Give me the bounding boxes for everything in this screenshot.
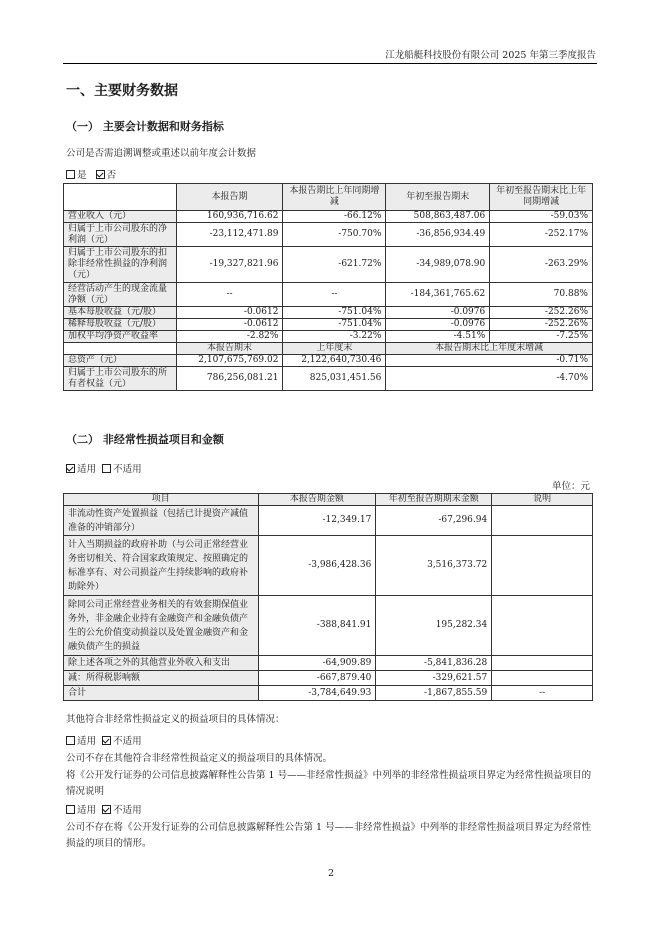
explain-options [66,802,142,816]
cell: -0.0976 [386,319,490,331]
cell: 160,936,716.62 [176,211,283,223]
cell: -1,867,855.59 [376,686,492,701]
cell: -4.51% [386,331,490,343]
row-label: 减：所得税影响额 [64,671,259,686]
column-header: 年初至报告期末比上年同期增减 [490,184,593,211]
financial-data-table [63,183,593,391]
section-title: 一、主要财务数据 [66,83,178,99]
cell: -0.71% [386,355,593,367]
column-header: 项目 [64,494,259,506]
cell: -3.22% [283,331,386,343]
subsection-title-1: （一） 主要会计数据和财务指标 [66,120,224,133]
row-label: 合计 [64,686,259,701]
column-header: 本报告期末比上年度末增减 [386,343,593,355]
cell: -34,989,078.90 [386,247,490,283]
table-row [64,686,593,701]
row-label: 加权平均净资产收益率 [64,331,177,343]
row-label: 除上述各项之外的其他营业外收入和支出 [64,656,259,671]
column-header: 年初至报告期末 [386,184,490,211]
option-not-applicable-label: 不适用 [113,805,142,816]
cell: -23,112,471.89 [176,223,283,247]
row-label: 基本每股收益（元/股） [64,307,177,319]
row-label: 营业收入（元） [64,211,177,223]
subsection-title-2: （二） 非经常性损益项目和金额 [66,433,224,446]
cell: -0.0612 [176,319,283,331]
cell [492,506,593,536]
row-label: 归属于上市公司股东的所有者权益（元） [64,367,177,391]
table-row [64,536,593,596]
row-label: 计入当期损益的政府补助（与公司正常经营业务密切相关、符合国家政策规定、按照确定的标准享有、对公司损益产生持续影响的政府补助除外） [64,536,259,596]
checkbox-no[interactable] [96,170,105,179]
cell: -750.70% [283,223,386,247]
cell: 195,282.34 [376,596,492,656]
cell: -- [492,686,593,701]
cell: 508,863,487.06 [386,211,490,223]
table-row [64,596,593,656]
cell: -252.26% [490,319,593,331]
column-header: 本报告期末 [176,343,283,355]
cell [492,536,593,596]
table-row [64,211,593,223]
row-label: 经营活动产生的现金流量净额（元） [64,283,177,307]
table-row [64,283,593,307]
cell: -59.03% [490,211,593,223]
cell: -388,841.91 [258,596,376,656]
other-items-options [66,733,142,747]
table-row [64,307,593,319]
cell [492,656,593,671]
header-rule [63,63,597,64]
table-subheader-row [64,343,593,355]
restate-options [66,167,116,181]
table-row [64,319,593,331]
cell [492,671,593,686]
column-header: 本报告期比上年同期增减 [283,184,386,211]
option-not-applicable-label: 不适用 [113,464,142,475]
cell: -64,909.89 [258,656,376,671]
option-applicable-label: 适用 [77,805,97,816]
checkbox-not-applicable[interactable] [102,464,111,473]
cell: -0.0612 [176,307,283,319]
cell: -263.29% [490,247,593,283]
cell: -66.12% [283,211,386,223]
checkbox-applicable[interactable] [66,464,75,473]
cell: -0.0976 [386,307,490,319]
table-row [64,367,593,391]
cell: 3,516,373.72 [376,536,492,596]
cell: -667,879.40 [258,671,376,686]
cell: -12,349.17 [258,506,376,536]
option-applicable-label: 适用 [77,464,97,475]
column-header: 本报告期 [176,184,283,211]
checkbox-applicable-2[interactable] [66,736,75,745]
cell: -7.25% [490,331,593,343]
cell: -751.04% [283,307,386,319]
other-items-intro: 其他符合非经常性损益定义的损益项目的具体情况： [66,714,285,725]
cell: -3,986,428.36 [258,536,376,596]
header-blank [64,343,177,355]
option-applicable-label: 适用 [77,736,97,747]
header-blank [64,184,177,211]
explain-intro: 将《公开发行证券的公司信息披露解释性公告第 1 号——非经常性损益》中列举的非经常性损益项目界定为经常性损益项目的情况说明 [66,770,592,797]
cell: -3,784,649.93 [258,686,376,701]
unit-label: 单位：元 [551,481,590,492]
option-yes-label: 是 [77,170,87,181]
cell: 2,107,675,769.02 [176,355,283,367]
cell: -621.72% [283,247,386,283]
column-header: 本报告期金额 [258,494,376,506]
table-row [64,355,593,367]
cell: -67,296.94 [376,506,492,536]
cell: -- [283,283,386,307]
cell: -4.70% [386,367,593,391]
row-label: 稀释每股收益（元/股） [64,319,177,331]
nonrecurring-options [66,461,142,475]
column-header: 说明 [492,494,593,506]
cell: 786,256,081.21 [176,367,283,391]
row-label: 除同公司正常经营业务相关的有效套期保值业务外，非金融企业持有金融资产和金融负债产生的公允价值变动损益以及处置金融资产和金融负债产生的损益 [64,596,259,656]
table-row [64,247,593,283]
row-label: 总资产（元） [64,355,177,367]
row-label: 归属于上市公司股东的净利润（元） [64,223,177,247]
explain-text: 公司不存在将《公开发行证券的公司信息披露解释性公告第 1 号——非经常性损益》中列举的非经常性损益项目界定为经常性损益的项目的情形。 [66,822,592,849]
checkbox-applicable-3[interactable] [66,805,75,814]
option-no-label: 否 [106,170,117,181]
table-row [64,671,593,686]
table-row [64,223,593,247]
column-header: 年初至报告期期末金额 [376,494,492,506]
checkbox-not-applicable-3[interactable] [102,805,111,814]
cell: -- [176,283,283,307]
cell: -252.17% [490,223,593,247]
cell: 2,122,640,730.46 [283,355,386,367]
cell: -252.26% [490,307,593,319]
table-row [64,506,593,536]
table-header-row [64,494,593,506]
table-header-row [64,184,593,211]
restate-question: 公司是否需追溯调整或重述以前年度会计数据 [66,148,257,159]
row-label: 非流动性资产处置损益（包括已计提资产减值准备的冲销部分） [64,506,259,536]
checkbox-not-applicable-2[interactable] [102,736,111,745]
page-header: 江龙船艇科技股份有限公司 2025 年第三季度报告 [385,50,596,61]
table-row [64,331,593,343]
cell: -184,361,765.62 [386,283,490,307]
cell: -19,327,821.96 [176,247,283,283]
table-row [64,656,593,671]
option-not-applicable-label: 不适用 [113,736,142,747]
column-header: 上年度末 [283,343,386,355]
cell: -5,841,836.28 [376,656,492,671]
cell: -329,621.57 [376,671,492,686]
cell [492,596,593,656]
page-number: 2 [327,868,335,879]
other-items-text: 公司不存在其他符合非经常性损益定义的损益项目的具体情况。 [66,753,333,764]
cell: 825,031,451.56 [283,367,386,391]
cell: -751.04% [283,319,386,331]
nonrecurring-table [63,493,593,701]
cell: 70.88% [490,283,593,307]
checkbox-yes[interactable] [66,170,75,179]
row-label: 归属于上市公司股东的扣除非经常性损益的净利润（元） [64,247,177,283]
cell: -2.82% [176,331,283,343]
cell: -36,856,934.49 [386,223,490,247]
